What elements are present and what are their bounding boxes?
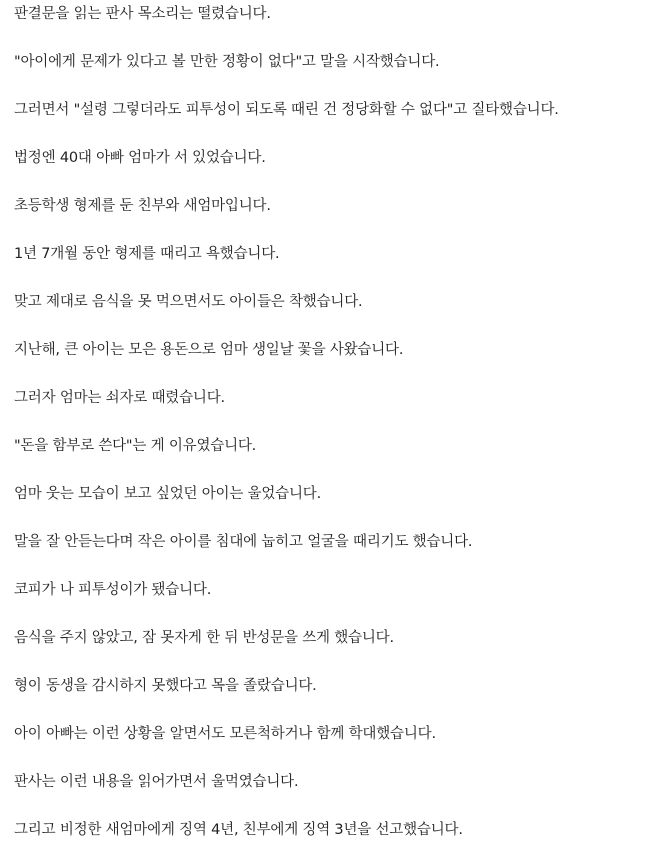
paragraph-9: 그러자 엄마는 쇠자로 때렸습니다. [14,390,225,406]
paragraph-15: 형이 동생을 감시하지 못했다고 목을 졸랐습니다. [14,678,317,694]
paragraph-1: 판결문을 읽는 판사 목소리는 떨렸습니다. [14,6,271,22]
paragraph-2: "아이에게 문제가 있다고 볼 만한 정황이 없다"고 말을 시작했습니다. [14,54,440,70]
paragraph-8: 지난해, 큰 아이는 모은 용돈으로 엄마 생일날 꽃을 사왔습니다. [14,342,404,358]
paragraph-12: 말을 잘 안듣는다며 작은 아이를 침대에 눕히고 얼굴을 때리기도 했습니다. [14,534,473,550]
paragraph-7: 맞고 제대로 음식을 못 먹으면서도 아이들은 착했습니다. [14,294,363,310]
paragraph-17: 판사는 이런 내용을 읽어가면서 울먹였습니다. [14,774,299,790]
paragraph-4: 법정엔 40대 아빠 엄마가 서 있었습니다. [14,150,266,166]
paragraph-10: "돈을 함부로 쓴다"는 게 이유였습니다. [14,438,257,454]
paragraph-5: 초등학생 형제를 둔 친부와 새엄마입니다. [14,198,271,214]
paragraph-3: 그러면서 "설령 그렇더라도 피투성이 되도록 때린 건 정당화할 수 없다"고 질타했습니다. [14,102,559,118]
paragraph-6: 1년 7개월 동안 형제를 때리고 욕했습니다. [14,246,280,262]
paragraph-13: 코피가 나 피투성이가 됐습니다. [14,582,212,598]
paragraph-11: 엄마 웃는 모습이 보고 싶었던 아이는 울었습니다. [14,486,322,502]
paragraph-16: 아이 아빠는 이런 상황을 알면서도 모른척하거나 함께 학대했습니다. [14,726,436,742]
scrollbar[interactable] [664,0,672,851]
paragraph-18: 그리고 비정한 새엄마에게 징역 4년, 친부에게 징역 3년을 선고했습니다. [14,822,463,838]
paragraph-14: 음식을 주지 않았고, 잠 못자게 한 뒤 반성문을 쓰게 했습니다. [14,630,394,646]
